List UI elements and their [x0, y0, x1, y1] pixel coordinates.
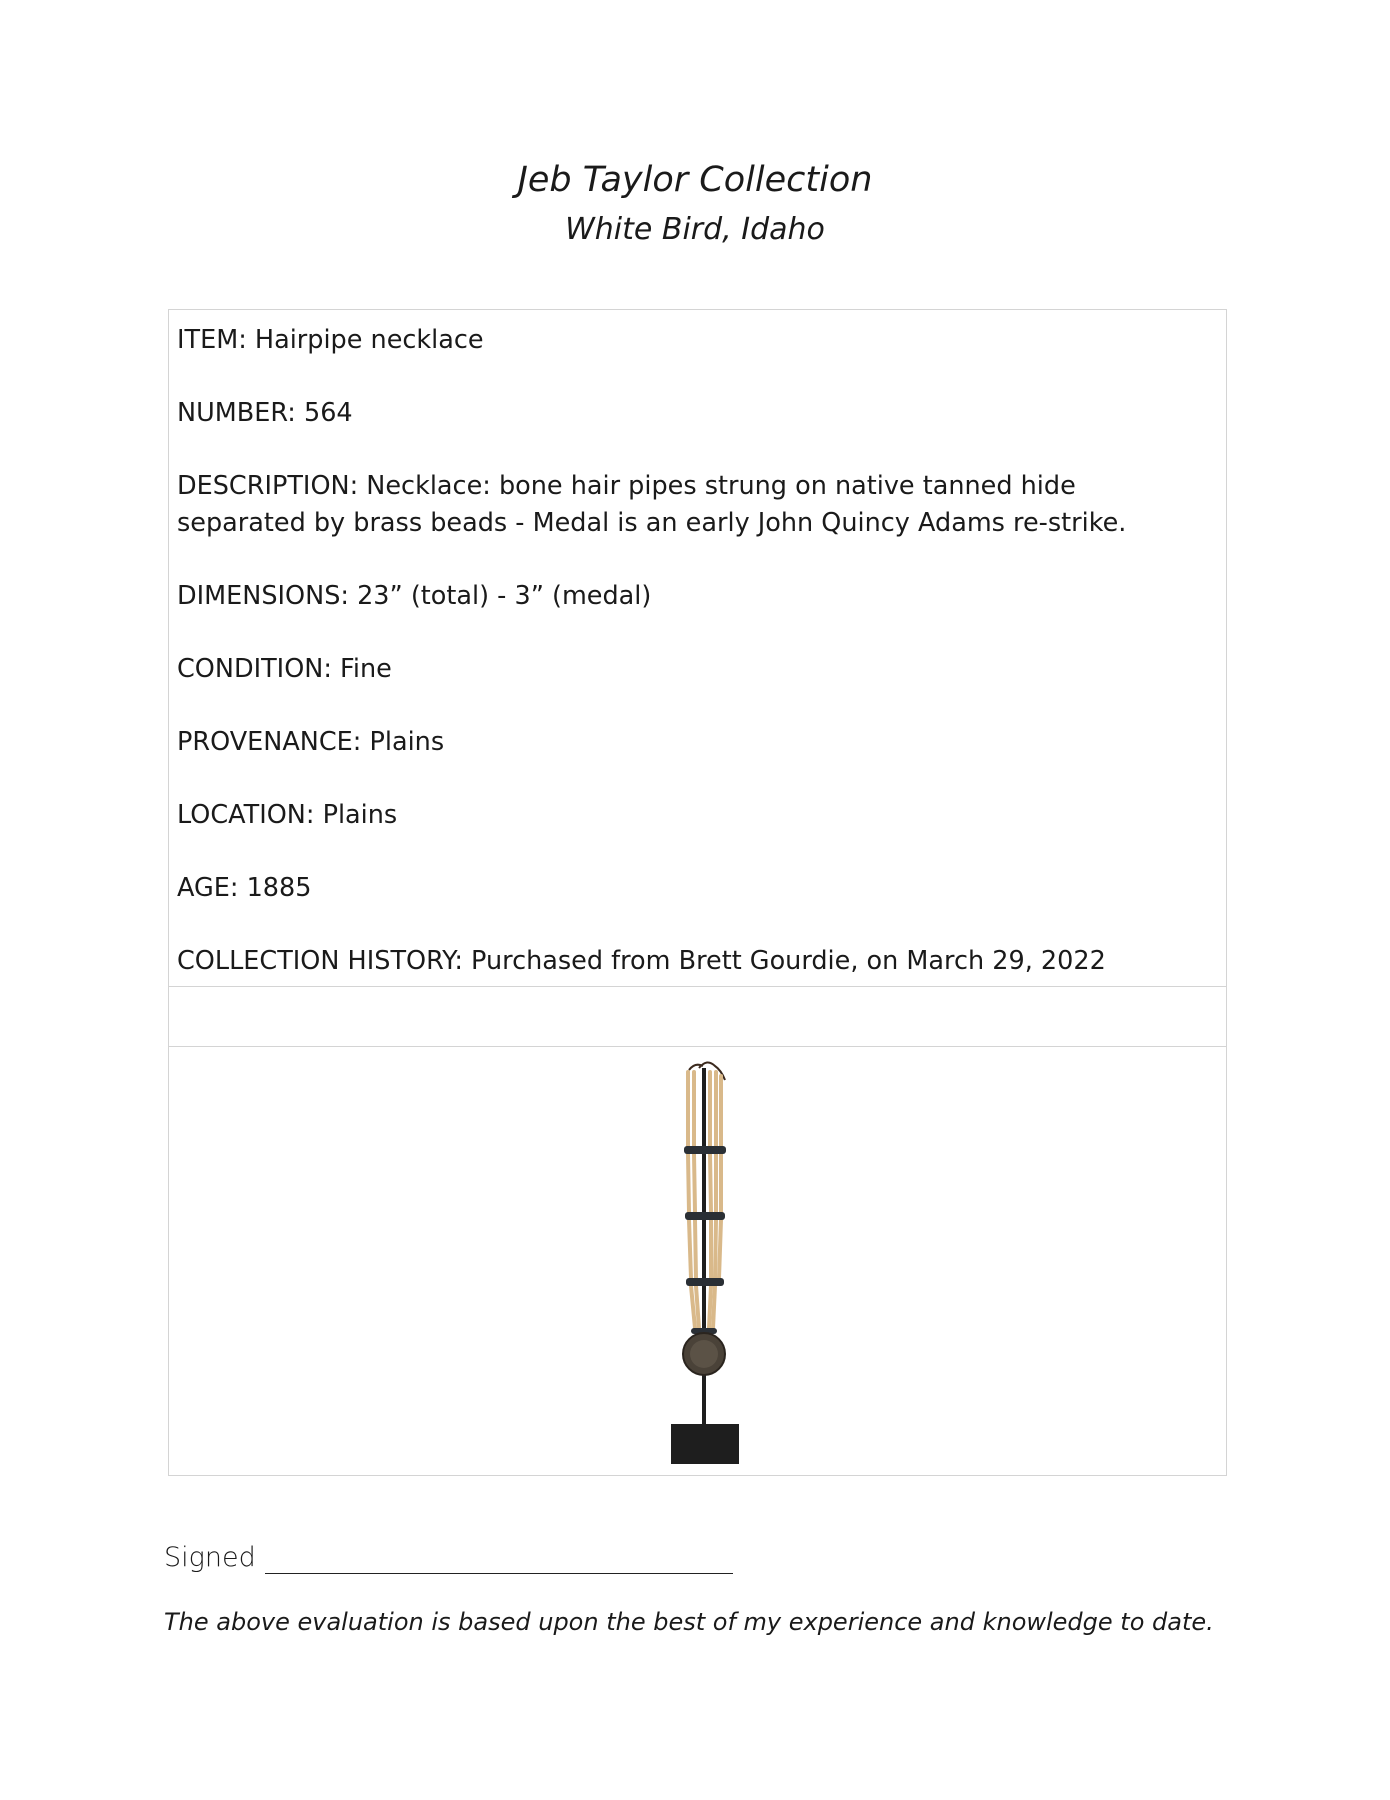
signature-line	[265, 1573, 733, 1574]
collection-location: White Bird, Idaho	[565, 212, 825, 247]
divider-top	[169, 986, 1226, 987]
dimensions-field: DIMENSIONS: 23” (total) - 3” (medal)	[177, 581, 652, 611]
description-field: DESCRIPTION: Necklace: bone hair pipes strung on native tanned hide separated by brass beads - Medal is an early John Quincy Adams re-strike.	[177, 471, 1127, 538]
divider-bottom	[169, 1046, 1226, 1047]
item-field: ITEM: Hairpipe necklace	[177, 325, 484, 355]
signed-label: Signed	[164, 1542, 256, 1573]
number-field: NUMBER: 564	[177, 398, 353, 428]
collection-title: Jeb Taylor Collection	[517, 160, 873, 200]
evaluation-disclaimer: The above evaluation is based upon the best of my experience and knowledge to date.	[164, 1608, 1214, 1636]
record-fields	[177, 322, 1207, 980]
location-field: LOCATION: Plains	[177, 800, 398, 830]
hairpipe-necklace-photo	[655, 1054, 755, 1466]
condition-field: CONDITION: Fine	[177, 654, 392, 684]
age-field: AGE: 1885	[177, 873, 312, 903]
collection-history-field: COLLECTION HISTORY: Purchased from Brett Gourdie, on March 29, 2022	[177, 946, 1106, 976]
provenance-field: PROVENANCE: Plains	[177, 727, 445, 757]
item-record-card	[168, 309, 1227, 1476]
